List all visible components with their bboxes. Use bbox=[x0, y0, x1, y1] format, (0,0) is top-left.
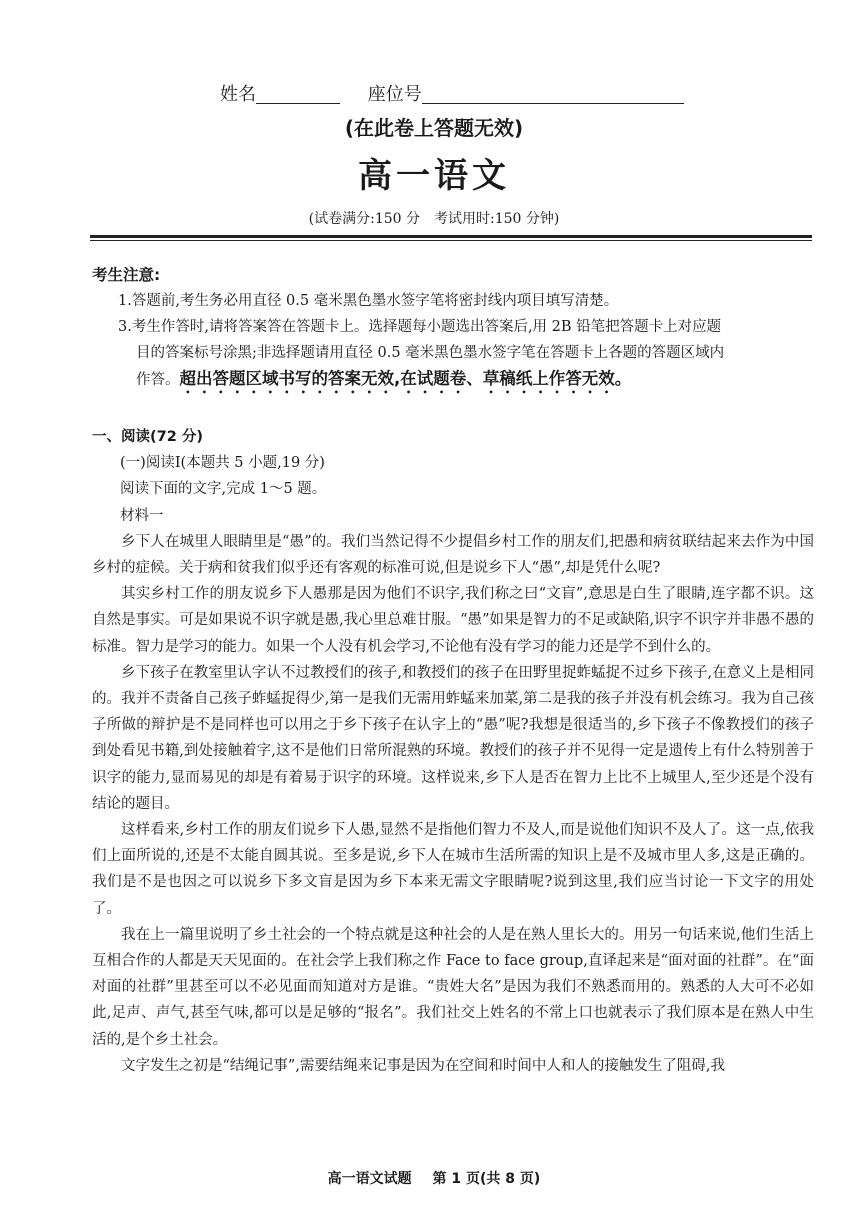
paragraph: 乡下孩子在教室里认字认不过教授们的孩子,和教授们的孩子在田野里捉蚱蜢捉不过乡下孩子,在意义上是相同的。我并不责备自己孩子蚱蜢捉得少,第一是我们无需用蚱蜢来加菜,第二是我的孩子并没有机会练习。我为自己孩子所做的辩护是不是同样也可以用之于乡下孩子在认字上的“愚”呢?我想是很适当的,乡下孩子不像教授们的孩子到处看见书籍,到处接触着字,这不是他们日常所混熟的环境。教授们的孩子并不见得一定是遗传上有什么特别善于识字的能力,显而易见的却是有着易于识字的环境。这样说来,乡下人是否在智力上比不上城里人,至少还是个没有结论的题目。 bbox=[92, 664, 814, 812]
footer-page-number: 第 1 页(共 8 页) bbox=[432, 1171, 541, 1187]
notice-item-3-end bbox=[92, 366, 812, 397]
notice-emphasis: 超出答题区域书写的答案无效,在试题卷、草稿纸上作答无效。 bbox=[179, 369, 632, 388]
seat-blank bbox=[422, 85, 684, 104]
paragraph: 这样看来,乡村工作的朋友们说乡下人愚,显然不是指他们智力不及人,而是说他们知识不及人了。这一点,依我们上面所说的,还是不太能自圆其说。至多是说,乡下人在城市生活所需的知识上是不及城市里人多,这是正确的。我们是不是也因之可以说乡下多文盲是因为乡下本来无需文字眼睛呢?说到这里,我们应当讨论一下文字的用处了。 bbox=[92, 822, 814, 917]
header-divider-thick bbox=[90, 235, 812, 238]
reading-section bbox=[92, 424, 814, 1079]
page-title: 高一语文 bbox=[358, 156, 510, 196]
seat-label: 座位号 bbox=[367, 84, 422, 105]
notice-title: 考生注意: bbox=[92, 266, 161, 284]
notice-item-1: 1.答题前,考生务必用直径 0.5 毫米黑色墨水签字笔将密封线内项目填写清楚。 bbox=[118, 293, 619, 309]
candidate-notice bbox=[92, 262, 812, 397]
footer-subject: 高一语文试题 bbox=[327, 1171, 412, 1187]
subsection-title: (一)阅读Ⅰ(本题共 5 小题,19 分) bbox=[120, 455, 325, 472]
notice-item-3: 3.考生作答时,请将答案答在答题卡上。选择题每小题选出答案后,用 2B 铅笔把答题卡上对应题 bbox=[118, 319, 722, 335]
header-divider-thin bbox=[90, 240, 812, 241]
name-blank bbox=[256, 85, 340, 104]
reading-instruction: 阅读下面的文字,完成 1～5 题。 bbox=[120, 481, 327, 498]
invalid-answer-note: (在此卷上答题无效) bbox=[344, 116, 524, 140]
notice-item-3-cont: 目的答案标号涂黑;非选择题请用直径 0.5 毫米黑色墨水签字笔在答题卡上各题的答题区域内 bbox=[136, 345, 725, 361]
paragraph: 文字发生之初是“结绳记事”,需要结绳来记事是因为在空间和时间中人和人的接触发生了阻碍,我 bbox=[121, 1057, 726, 1074]
material-label: 材料一 bbox=[120, 507, 164, 524]
exam-info: (试卷满分:150 分 考试用时:150 分钟) bbox=[308, 211, 560, 227]
name-label: 姓名 bbox=[220, 84, 256, 105]
candidate-info-line bbox=[220, 80, 684, 106]
paragraph: 乡下人在城里人眼睛里是“愚”的。我们当然记得不少提倡乡村工作的朋友们,把愚和病贫联结起来去作为中国乡村的症候。关于病和贫我们似乎还有客观的标准可说,但是说乡下人“愚”,却是凭什么呢? bbox=[92, 533, 814, 577]
paragraph: 其实乡村工作的朋友说乡下人愚那是因为他们不识字,我们称之曰“文盲”,意思是白生了眼睛,连字都不识。这自然是事实。可是如果说不识字就是愚,我心里总难甘服。“愚”如果是智力的不足或缺陷,识字不识字并非愚不愚的标准。智力是学习的能力。如果一个人没有机会学习,不论他有没有学习的能力还是学不到什么的。 bbox=[92, 586, 814, 655]
paragraph: 我在上一篇里说明了乡土社会的一个特点就是这种社会的人是在熟人里长大的。用另一句话来说,他们生活上互相合作的人都是天天见面的。在社会学上我们称之作 Face to face group,直译起来是“面对面的社群”。在“面对面的社群”里甚至可以不必见面而知道对方是谁。“贵姓大名”是因为我们不熟悉而用的。熟悉的人大可不必如此,足声、声气,甚至气味,都可以是足够的“报名”。我们社交上姓名的不常上口也就表示了我们原本是在熟人中生活的,是个乡土社会。 bbox=[92, 926, 814, 1048]
section-title: 一、阅读(72 分) bbox=[92, 429, 203, 445]
notice-item-3-prefix: 作答。 bbox=[136, 372, 180, 388]
page-footer bbox=[0, 1168, 868, 1188]
